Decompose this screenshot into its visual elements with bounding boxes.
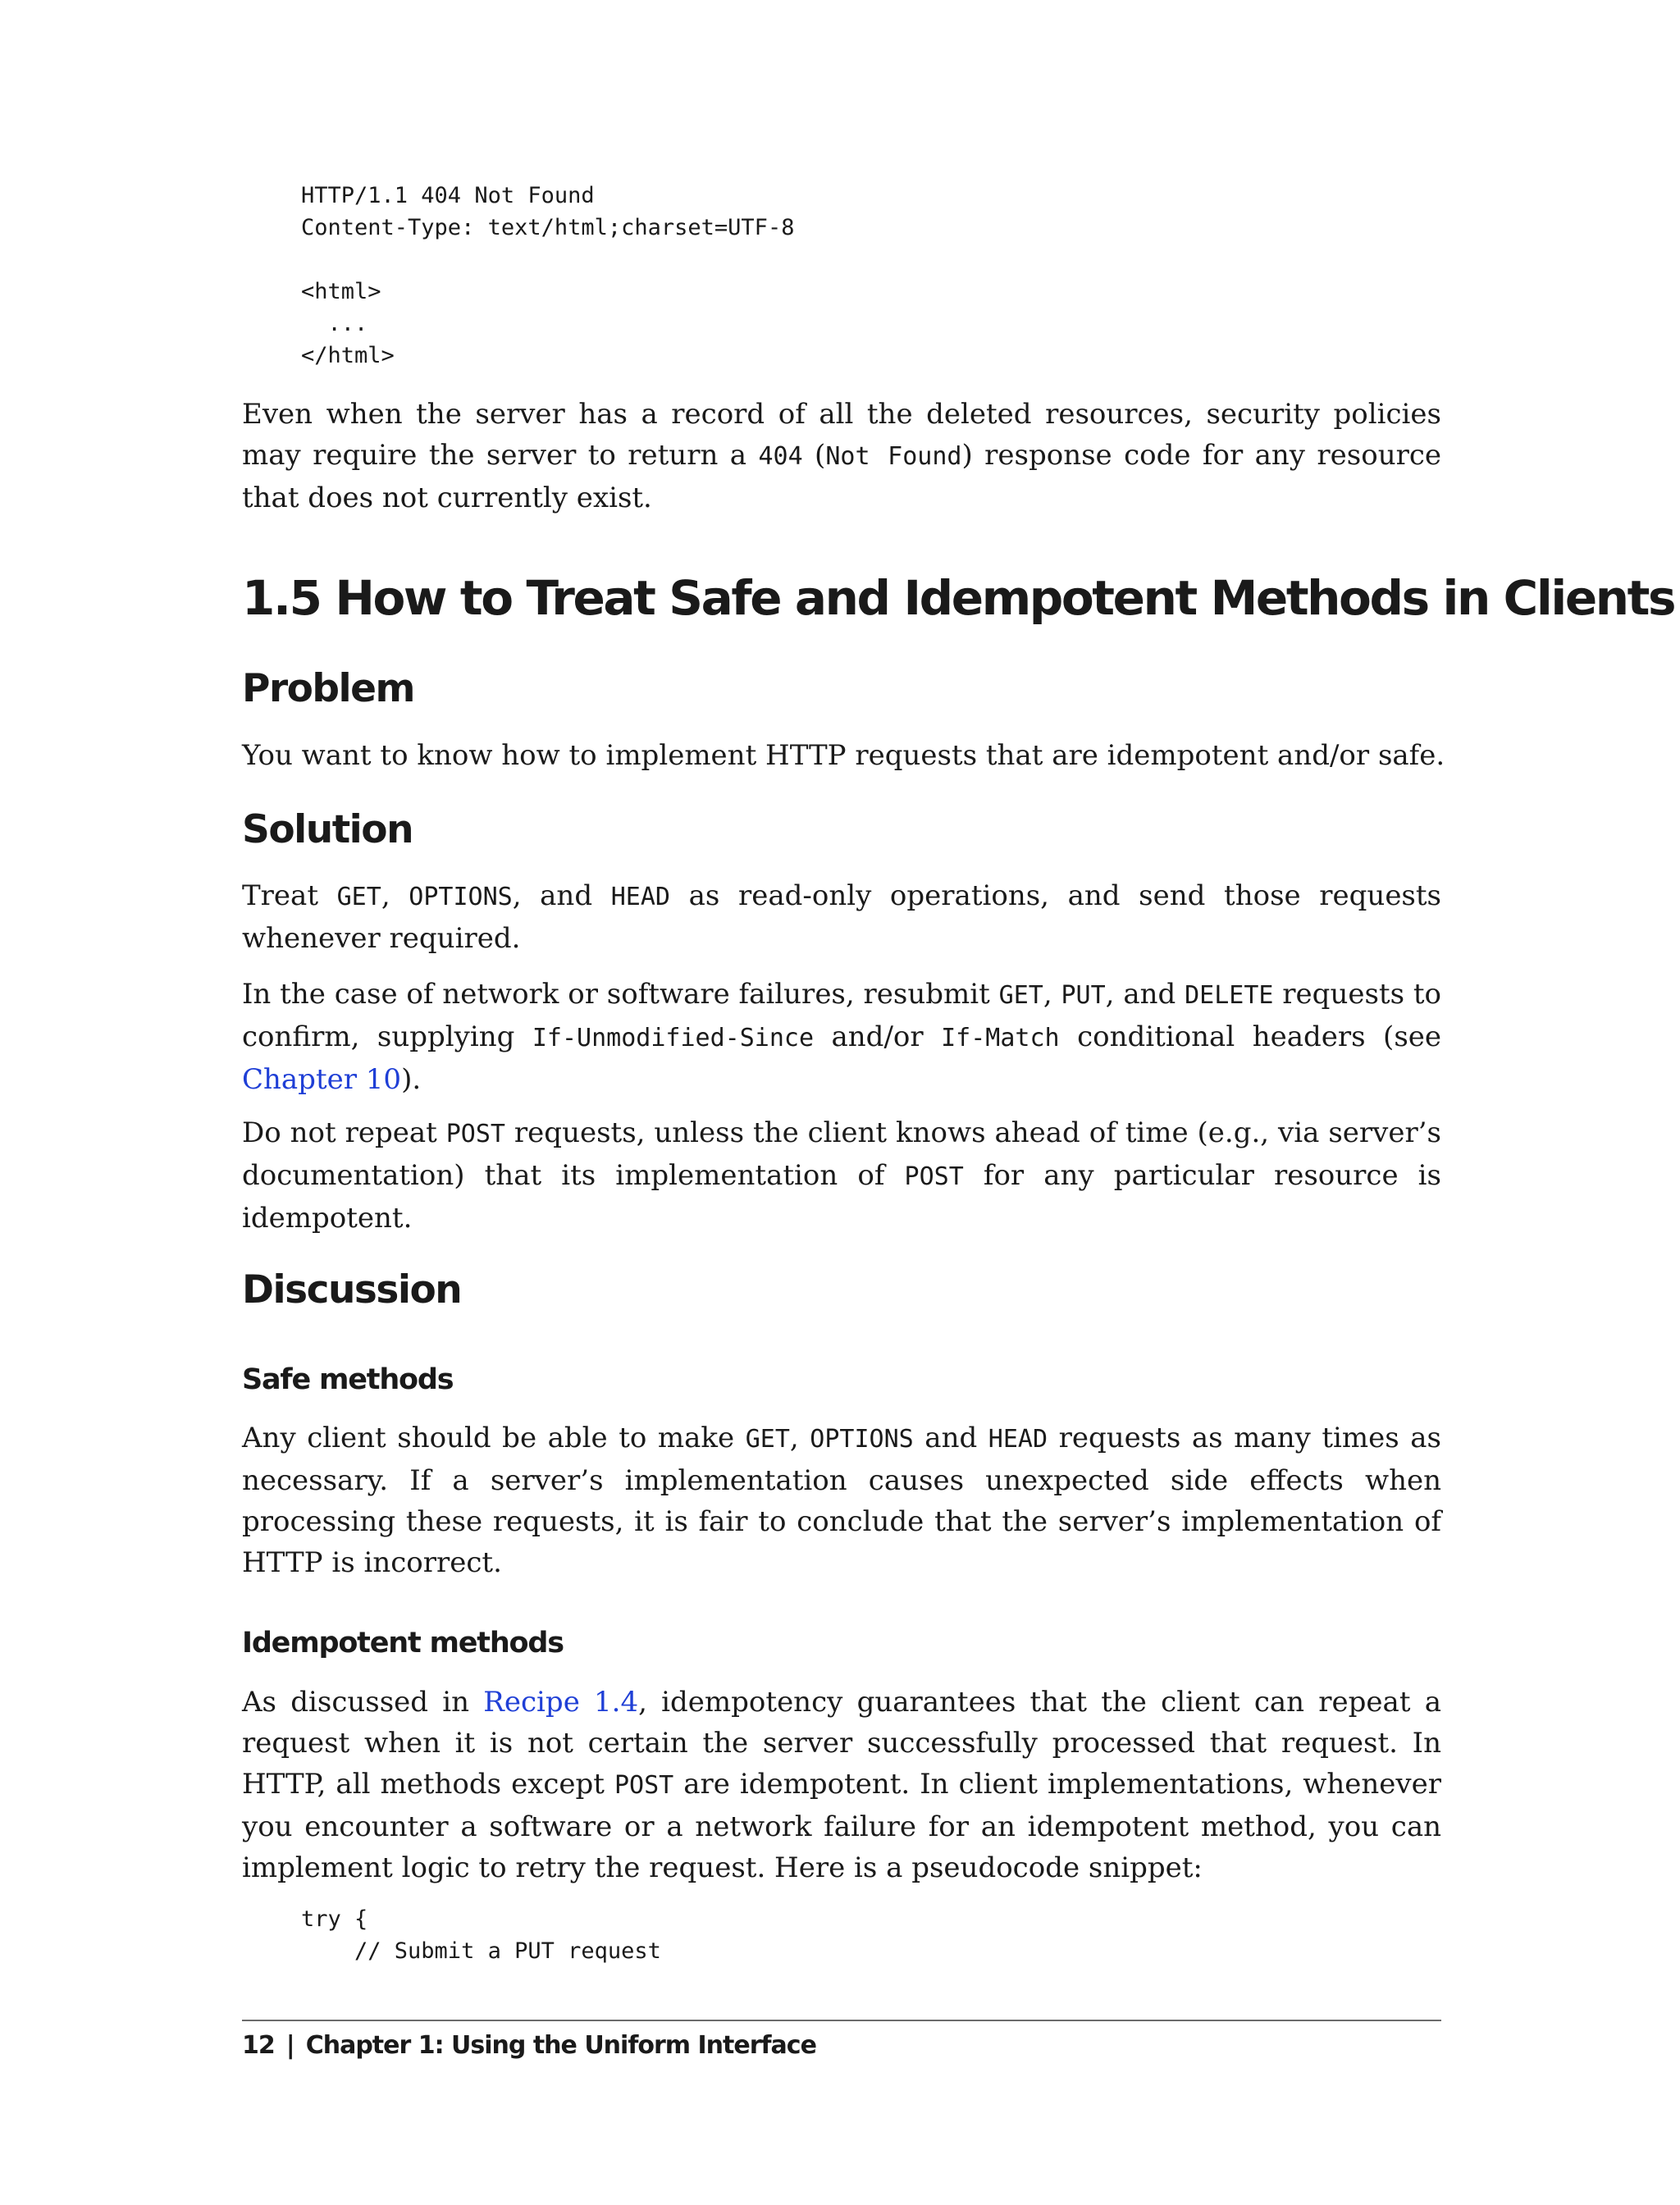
inline-code: GET [998, 981, 1043, 1010]
text-run: for any particular resource is idempotent. [242, 1159, 1442, 1235]
code-line: // Submit a PUT request [301, 1938, 661, 1964]
text-run: and [913, 1422, 988, 1454]
book-page [242, 0, 1675, 2205]
text-run: Any client should be able to make [242, 1422, 746, 1454]
text-run: requests, unless the client knows ahead of time (e.g., via server’s documentation) that its implementation of [242, 1116, 1441, 1192]
solution-paragraph-2 [242, 974, 1441, 1100]
recipe-1-4-link[interactable]: Recipe 1.4 [483, 1686, 639, 1719]
code-block-pseudocode [242, 1903, 661, 1967]
text-run: ). [401, 1063, 422, 1096]
section-title: 1.5 How to Treat Safe and Idempotent Methods in Clients [242, 570, 1675, 626]
text-run: and/or [814, 1020, 942, 1053]
inline-code: Not Found [825, 442, 962, 471]
chapter-10-link[interactable]: Chapter 10 [242, 1063, 402, 1096]
discussion-heading: Discussion [242, 1267, 462, 1312]
code-block-http-response [242, 180, 794, 372]
inline-code: HEAD [988, 1425, 1048, 1454]
inline-code: POST [614, 1771, 674, 1800]
inline-code: 404 [758, 442, 803, 471]
inline-code: If-Unmodified-Since [532, 1024, 815, 1052]
inline-code: OPTIONS [810, 1425, 914, 1454]
solution-paragraph-3 [242, 1112, 1441, 1239]
inline-code: If-Match [941, 1024, 1060, 1052]
footer-rule [242, 2020, 1441, 2021]
chapter-title: Chapter 1: Using the Uniform Interface [305, 2031, 816, 2060]
code-line: try { [301, 1906, 368, 1932]
text-run: , and [512, 879, 611, 912]
inline-code: POST [445, 1120, 505, 1148]
inline-code: GET [336, 883, 381, 911]
text-run: , idempotency guarantees that the client can repeat a request when it is not certain the server successfully processed that request. In HTTP, all methods except [242, 1686, 1441, 1801]
text-run: , [1043, 978, 1061, 1011]
text-run: requests to confirm, supplying [242, 978, 1441, 1053]
problem-heading: Problem [242, 666, 415, 711]
code-line: Content-Type: text/html;charset=UTF-8 [301, 215, 795, 240]
text-run: Treat [242, 879, 337, 912]
safe-methods-paragraph [242, 1418, 1441, 1583]
text-run: Do not repeat [242, 1116, 446, 1149]
text-run: requests as many times as necessary. If a server’s implementation causes unexpected side effects when processing these requests, it is fair to conclude that the server’s implementation of HTTP is incorrect. [242, 1422, 1441, 1579]
code-line: </html> [301, 343, 395, 368]
code-line: HTTP/1.1 404 Not Found [301, 183, 595, 208]
text-run: conditional headers (see [1059, 1020, 1442, 1053]
page-footer [242, 2031, 816, 2060]
text-run: as read-only operations, and send those requests whenever required. [242, 879, 1441, 955]
text-run: are idempotent. In client implementations, whenever you encounter a software or a network failure for an idempotent method, you can implement logic to retry the request. Here is a pseudocode snippet: [242, 1768, 1441, 1884]
text-run: ( [802, 439, 826, 472]
safe-methods-heading: Safe methods [242, 1363, 454, 1396]
inline-code: OPTIONS [409, 883, 513, 911]
code-line [301, 244, 794, 276]
idempotent-methods-heading: Idempotent methods [242, 1627, 564, 1659]
text-run: As discussed in [242, 1686, 484, 1719]
text-run: , [789, 1422, 810, 1454]
solution-heading: Solution [242, 807, 413, 852]
intro-paragraph [242, 394, 1441, 518]
text-run: Even when the server has a record of all the deleted resources, security policies may require the server to return a [242, 398, 1441, 472]
inline-code: POST [904, 1162, 964, 1191]
solution-paragraph-1 [242, 875, 1441, 959]
text-run: In the case of network or software failures, resubmit [242, 978, 999, 1011]
inline-code: GET [745, 1425, 790, 1454]
text-run: ) response code for any resource that does not currently exist. [242, 439, 1442, 514]
footer-separator: | [285, 2031, 294, 2060]
page-number: 12 [242, 2031, 275, 2060]
idempotent-methods-paragraph [242, 1682, 1441, 1888]
inline-code: HEAD [610, 883, 670, 911]
code-line: ... [301, 311, 368, 336]
inline-code: DELETE [1185, 981, 1274, 1010]
code-line: <html> [301, 279, 381, 304]
text-run: , and [1105, 978, 1185, 1011]
inline-code: PUT [1061, 981, 1106, 1010]
text-run: , [381, 879, 409, 912]
problem-paragraph: You want to know how to implement HTTP requests that are idempotent and/or safe. [242, 739, 1445, 772]
